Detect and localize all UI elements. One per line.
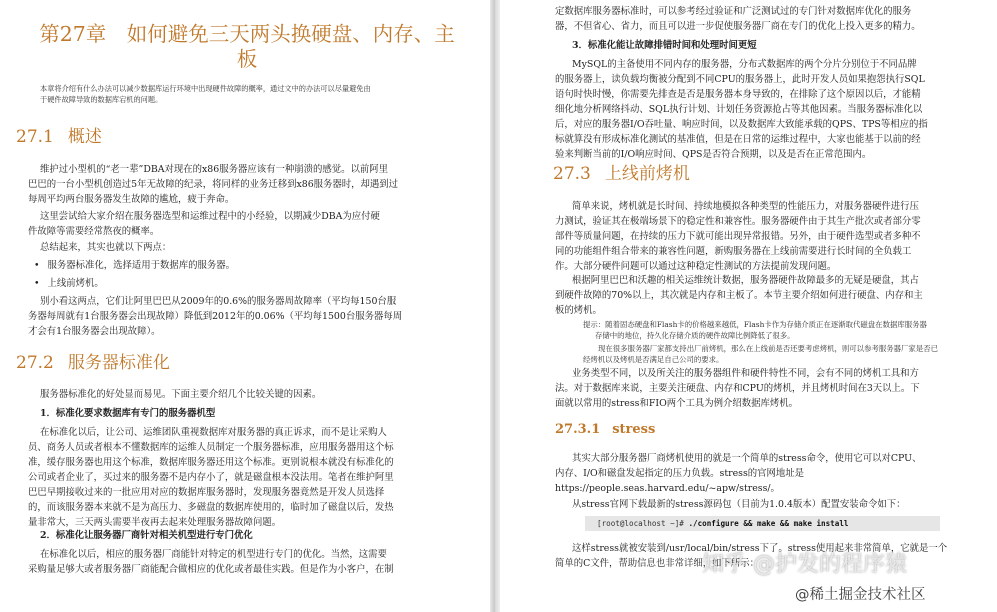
paragraph <box>572 497 964 512</box>
paragraph <box>555 199 964 274</box>
text-line: 语句时快时慢，你需要先排查是否是服务器本身导致的，在排除了这个原因以后，才能精 <box>555 89 921 100</box>
bullet-dot: • <box>34 260 40 271</box>
text-line: 提示：随着固态硬盘和Flash卡的价格越来越低，Flash卡作为存储介质正在逐渐取代磁盘在数据库服务器 <box>583 320 927 329</box>
text-line: 在标准化以后，相应的服务器厂商能针对特定的机型进行专门的优化。当然，这需要 <box>40 549 387 560</box>
chapter-title <box>22 22 472 72</box>
text-line: 公司或者企业了，买过来的服务器不是内存小了，就是磁盘根本没法用。笔者在维护阿里 <box>28 472 394 483</box>
text-line: 作。大部分硬件问题可以通过这种稳定性测试的方法提前发现问题。 <box>555 261 837 272</box>
text-line: 在标准化以后，让公司、运维团队重视数据库对服务器的真正诉求，而不是让采购人 <box>40 427 387 438</box>
text-line: 的，而该服务器本来就不是为高压力、多磁盘的数据库使用的，临时加了磁盘以后，发热 <box>28 502 394 513</box>
subheading <box>40 528 440 543</box>
text-line: 现在很多服务器厂家都支持出厂前烤机，那么在上线前是否还要考虑烤机，则可以参考服务器厂家是否已 <box>598 344 938 353</box>
section-heading-27-2 <box>16 352 170 374</box>
text-line: 内存、I/O和磁盘发起指定的压力负载。stress的官网地址是 <box>555 468 805 479</box>
text-line: 量非常大，三天两头需要半夜再去起来处理服务器故障问题。 <box>28 517 282 528</box>
text-line: 细化地分析网络抖动、SQL执行计划、计划任务资源抢占等其他因素。当服务器标准化以 <box>555 104 923 115</box>
subheading <box>40 406 440 421</box>
section-title: 概述 <box>67 127 102 147</box>
text-line: 总结起来，其实也就以下两点： <box>40 242 172 253</box>
text-line: 1．标准化要求数据库有专门的服务器机型 <box>40 408 216 419</box>
text-line: 面就以常用的stress和FIO两个工具为例介绍数据库烤机。 <box>555 398 799 409</box>
chapter-title-line: 第27章 如何避免三天两头换硬盘、内存、主 <box>39 22 455 46</box>
text-line: 服务器标准化的好处显而易见。下面主要介绍几个比较关键的因素。 <box>40 389 322 400</box>
text-line: 巴巴早期接收过来的一批应用对应的数据库服务器时，发现服务器竟然是开发人员选择 <box>28 487 385 498</box>
section-title: 服务器标准化 <box>67 353 170 373</box>
text-line: 才会有1台服务器会出现故障）。 <box>28 326 161 337</box>
text-line: 定数据库服务器标准时，可以参考经过验证和广泛测试过的专门针对数据库优化的服务 <box>555 6 912 17</box>
tip-note <box>583 343 963 365</box>
watermark-zhihu: 知乎 @护发的程序猿 <box>702 552 907 577</box>
text-line: 的服务器上，读负载均衡被分配到不同CPU的服务器上，此时开发人员如果抱怨执行SQL <box>555 74 925 85</box>
shell-command: ./configure && make && make install <box>688 519 849 528</box>
section-heading-27-3 <box>553 163 690 185</box>
tip-note <box>583 319 963 341</box>
left-page <box>0 0 490 612</box>
text-line: 后，对应的服务器I/O吞吐量、响应时间，以及数据库大致能承载的QPS、TPS等相应的指 <box>555 119 928 130</box>
text-line: 存储中的地位，持久化存储介质的硬件故障比例降低了很多。 <box>595 331 795 340</box>
section-number: 27.3.1 <box>555 422 601 437</box>
intro-line: 于硬件故障导致的数据库宕机的问题。 <box>40 95 163 104</box>
text-line: 经烤机以及烤机是否满足自己公司的要求。 <box>583 355 724 364</box>
text-line: 巴巴的一台小型机创造过5年无故障的纪录，将同样的业务迁移到x86服务器时，却遇到过 <box>28 179 399 190</box>
paragraph <box>40 240 440 255</box>
text-line: 3．标准化能让故障排错时间和处理时间更短 <box>572 40 757 51</box>
section-number: 27.3 <box>553 164 591 184</box>
watermark-juejin: @稀土掘金技术社区 <box>795 587 926 603</box>
bullet-text: 上线前烤机。 <box>47 278 104 289</box>
text-line: 准，缓存服务器也用这个标准，数据库服务器还用这个标准。更别说根本就没有标准化的 <box>28 457 394 468</box>
book-gutter <box>490 0 500 612</box>
paragraph <box>28 162 440 207</box>
text-line: 器，不但省心、省力，而且可以进一步促使服务器厂商在专门的优化上投入更多的精力。 <box>555 21 921 32</box>
section-heading-27-1 <box>16 126 102 148</box>
text-line: 验来判断当前的I/O响应时间、QPS是否符合预期，以及是否在正常范围内。 <box>555 149 872 160</box>
bullet-item <box>34 276 104 291</box>
text-line: 根据阿里巴巴和沃趣的相关运维统计数据，服务器硬件故障最多的无疑是硬盘，其占 <box>572 275 919 286</box>
text-line: 这里尝试给大家介绍在服务器选型和运维过程中的小经验，以期减少DBA为应付硬 <box>40 211 380 222</box>
text-line: 标就算没有形成标准化测试的基准值，但是在日常的运维过程中，大家也能基于以前的经 <box>555 134 921 145</box>
section-heading-27-3-1 <box>555 421 655 439</box>
text-line: MySQL的主备使用不同内存的服务器，分布式数据库的两个分片分别位于不同品牌 <box>572 59 917 70</box>
shell-prompt: [root@localhost ~]# <box>597 519 684 528</box>
text-line: 别小看这两点，它们让阿里巴巴从2009年的0.6%的服务器周故障率（平均每150台服 <box>40 296 397 307</box>
paragraph <box>28 294 440 339</box>
text-line: 简单的C文件，帮助信息也非常详细，如下所示： <box>555 558 760 569</box>
chapter-title-line: 板 <box>236 47 258 71</box>
paragraph <box>40 387 440 402</box>
bullet-dot: • <box>34 278 40 289</box>
paragraph <box>555 273 964 318</box>
text-line: 力测试，验证其在极端场景下的稳定性和兼容性。服务器硬件由于其生产批次或者部分零 <box>555 216 921 227</box>
text-line: 这样stress就被安装到/usr/local/bin/stress下了。stress使用起来非常简单，它就是一个 <box>572 543 948 554</box>
text-line: 同的功能组件组合带来的兼容性问题，新购服务器在上线前需要进行长时间的全负载工 <box>555 246 912 257</box>
text-line: 板的烤机。 <box>555 305 602 316</box>
text-line: 部件等质量问题，在持续的压力下就可能出现异常报错。另外，由于硬件选型或者多种不 <box>555 231 921 242</box>
paragraph <box>28 547 440 577</box>
text-line: 其实大部分服务器厂商烤机使用的就是一个简单的stress命令，使用它可以对CPU、 <box>572 453 922 464</box>
text-line: https://people.seas.harvard.edu/~apw/stress/。 <box>555 483 780 494</box>
text-line: 维护过小型机的“老一辈”DBA对现在的x86服务器应该有一种崩溃的感觉。以前阿里 <box>40 164 388 175</box>
subheading <box>572 38 962 53</box>
text-line: 2．标准化让服务器厂商针对相关机型进行专门优化 <box>40 530 253 541</box>
section-number: 27.2 <box>16 353 54 373</box>
text-line: 业务类型不同，以及所关注的服务器组件和硬件特性不同，会有不同的烤机工具和方 <box>572 368 919 379</box>
intro-line: 本章将介绍有什么办法可以减少数据库运行环境中出现硬件故障的概率，通过文中的办法可以尽量避免由 <box>40 84 371 93</box>
text-line: 员、商务人员或者根本不懂数据库的运维人员制定一个服务器标准，应用服务器用这个标 <box>28 442 394 453</box>
paragraph <box>555 4 955 34</box>
paragraph <box>555 451 964 496</box>
text-line: 每周平均两台服务器发生故障的尴尬，疲于奔命。 <box>28 194 235 205</box>
code-block <box>585 516 940 531</box>
bullet-text: 服务器标准化，选择适用于数据库的服务器。 <box>47 260 236 271</box>
chapter-intro <box>40 83 450 105</box>
paragraph <box>28 209 440 239</box>
section-title: 上线前烤机 <box>604 164 690 184</box>
paragraph <box>28 425 440 530</box>
section-number: 27.1 <box>16 127 54 147</box>
text-line: 采购量足够大或者服务器厂商能配合做相应的优化或者最佳实践。但是作为小客户，在制 <box>28 564 394 575</box>
paragraph <box>555 366 964 411</box>
bullet-item <box>34 258 235 273</box>
text-line: 从stress官网下载最新的stress源码包（目前为1.0.4版本）配置安装命令如下： <box>572 499 906 510</box>
paragraph <box>555 57 964 162</box>
text-line: 到硬件故障的70%以上，其次就是内存和主板了。本节主要介绍如何进行硬盘、内存和主 <box>555 290 923 301</box>
text-line: 法。对于数据库来说，主要关注硬盘、内存和CPU的烤机，并且烤机时间在3天以上。下 <box>555 383 920 394</box>
section-title: stress <box>612 422 656 437</box>
text-line: 简单来说，烤机就是长时间、持续地模拟各种类型的性能压力，对服务器硬件进行压 <box>572 201 919 212</box>
text-line: 务器每周就有1台服务器会出现故障）降低到2012年的0.06%（平均每1500台服务器每周 <box>28 311 403 322</box>
text-line: 件故障等需要经常熬夜的概率。 <box>28 226 160 237</box>
